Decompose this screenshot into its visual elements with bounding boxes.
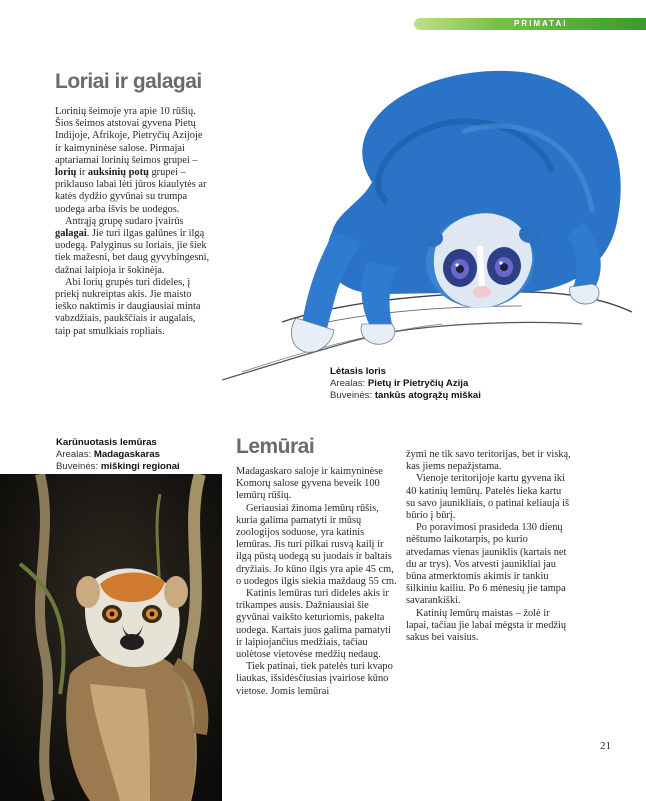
loriai-paragraph-2: Antrąją grupę sudaro įvairūs galagai. Jie turi ilgas galūnes ir ilgą uodegą. Palyginus su loriais, jie šiek tiek mažesni, bet daug gyvybingesni, dažnai laipioja ir šokinėja.: [55, 215, 210, 276]
lemurai-paragraph-5: žymi ne tik savo teritorijas, bet ir viską, kas jiems nepažįstama.: [406, 449, 571, 473]
lemurai-paragraph-1: Madagaskaro saloje ir kaimyninėse Komorų salose gyvena beveik 100 lemūrų rūšių.: [236, 466, 383, 502]
lemur-habitat: Buveinės: miškingi regionai: [56, 461, 180, 472]
section-header-label: PRIMATAI: [514, 19, 568, 28]
lemurai-paragraph-7: Po poravimosi prasideda 130 dienų nėštumo laikotarpis, po kurio atvedamas vienas jauniklis (kartais net du ar trys). Vos atvesti jaunikliai jau būna atmerktomis akimis ir tankiu šilkiniu kailiu. Po 6 mėnesių jie tampa savarankiški.: [406, 522, 567, 607]
lemurai-paragraph-6: Vienoje teritorijoje kartu gyvena iki 40 katinių lemūrų. Patelės lieka kartu su savo jaunikliais, o patinai keliauja iš būrio į būrį.: [406, 473, 570, 522]
page-number: 21: [600, 740, 611, 752]
loriai-paragraph-1: Lorinių šeimoje yra apie 10 rūšių. Šios šeimos atstovai gyvena Pietų Indijoje, Afrikoje, Pietryčių Azijoje ir kaimyninėse salose. Pirmajai aptariamai lorinių šeimos grupei – lorių ir auksinių potų grupei – priklauso labai lėti jūros kiaulytės ar katės dydžio gyvūnai su trumpa uodega arba išvis be uodegos.: [55, 106, 207, 215]
lemurai-paragraph-3: Katinis lemūras turi dideles akis ir trikampes ausis. Dažniausiai šie gyvūnai vaikšto keturiomis, pakelta uodega. Kartais juos galima pamatyti ir laipiojančius medžiais, tačiau uolėtose vietovėse medžių nedaug.: [236, 588, 391, 661]
loriai-article: [55, 106, 211, 338]
section-header-bar: [414, 18, 646, 30]
loris-name: Lėtasis loris: [330, 366, 386, 377]
lemurai-paragraph-8: Katinių lemūrų maistas – žolė ir lapai, tačiau jie labai mėgsta ir medžių sakus bei vaisius.: [406, 607, 567, 644]
loris-habitat: Buveinės: tankūs atogrąžų miškai: [330, 390, 481, 401]
lemurai-column-2: [406, 449, 572, 644]
loris-range: Arealas: Pietų ir Pietryčių Azija: [330, 378, 469, 389]
lemur-range: Arealas: Madagaskaras: [56, 449, 161, 460]
lemur-caption: [56, 437, 180, 473]
heading-lemurai: Lemūrai: [236, 435, 315, 458]
lemurai-column-1: [236, 466, 399, 698]
term-loriu: lorių: [55, 167, 77, 179]
lemurai-paragraph-4: Tiek patinai, tiek patelės turi kvapo liaukas, išsidėsčiusias įvairiose kūno vietose. Jomis lemūrai: [236, 661, 393, 697]
crowned-lemur-photo: [0, 474, 222, 801]
loriai-paragraph-3: Abi lorių grupės turi dideles, į priekį nukreiptas akis. Jie maisto ieško naktimis ir daugiausiai minta vabzdžiais, paukščiais ir augalais, taip pat smulkiais ropliais.: [55, 276, 201, 337]
loris-caption: [330, 366, 481, 402]
lemur-name: Karūnuotasis lemūras: [56, 437, 157, 448]
heading-loriai: Loriai ir galagai: [55, 70, 202, 93]
lemurai-paragraph-2: Geriausiai žinoma lemūrų rūšis, kuria galima pamatyti ir mūsų zoologijos soduose, yra katinis lemūras. Jis turi pilkai rusvą kailį ir ilgą pūstą uodegą su juodais ir baltais dryžiais. Jo kūno ilgis yra apie 45 cm, o uodegos ilgis siekia maždaug 55 cm.: [236, 502, 397, 587]
term-galagai: galagai: [55, 228, 87, 240]
slow-loris-illustration: [222, 62, 642, 382]
term-auksiniu-potu: auksinių potų: [87, 167, 149, 179]
